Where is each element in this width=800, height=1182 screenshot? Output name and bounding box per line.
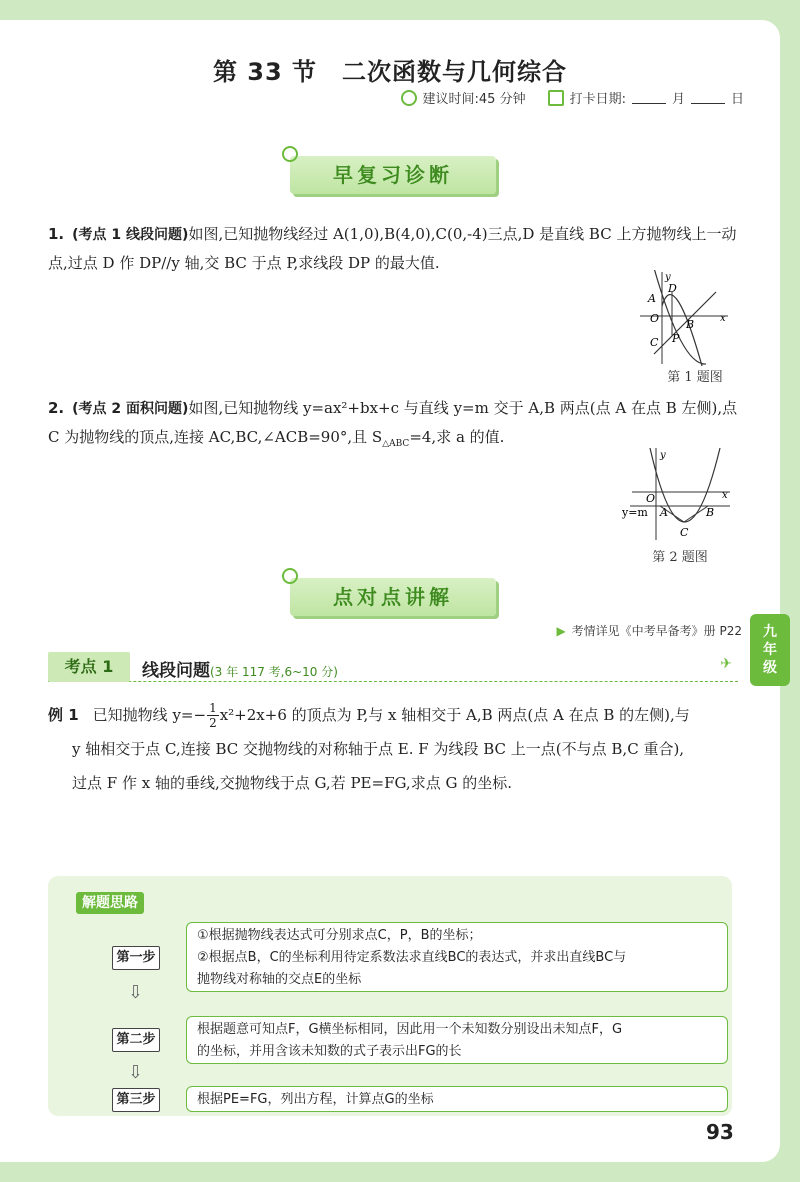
step-2-line: 根据题意可知点F，G横坐标相同，因此用一个未知数分别设出未知点F，G bbox=[197, 1022, 623, 1037]
kaodian-label: 考点 1 bbox=[48, 652, 130, 682]
question-text-end: =4,求 a 的值. bbox=[409, 428, 505, 446]
paper-plane-icon: ✈ bbox=[720, 656, 732, 672]
fig2-label-o: O bbox=[646, 492, 656, 505]
question-tag: (考点 1 线段问题) bbox=[72, 227, 189, 243]
alarm-clock-icon bbox=[401, 90, 417, 106]
kaodian-title bbox=[142, 656, 338, 681]
month-blank bbox=[632, 92, 666, 104]
side-tab-char: 年 bbox=[763, 642, 777, 658]
fig2-label-ym: y=m bbox=[622, 506, 648, 519]
down-arrow-icon: ⇩ bbox=[128, 982, 144, 1003]
calendar-icon bbox=[548, 90, 564, 106]
fig1-label-y: y bbox=[665, 272, 671, 283]
example-1 bbox=[48, 698, 738, 800]
day-blank bbox=[691, 92, 725, 104]
fig1-label-d: D bbox=[668, 282, 677, 295]
fig1-label-x: x bbox=[720, 313, 726, 324]
reference-note bbox=[556, 622, 742, 639]
figure-1-caption: 第 1 题图 bbox=[667, 370, 723, 385]
banner-text: 早复习诊断 bbox=[333, 163, 453, 187]
day-label: 日 bbox=[730, 92, 744, 107]
figure-2-caption: 第 2 题图 bbox=[652, 550, 708, 565]
example-label: 例 1 bbox=[48, 706, 79, 724]
solution-thinking-box bbox=[48, 876, 732, 1116]
step-3-line: 根据PE=FG，列出方程，计算点G的坐标 bbox=[197, 1092, 434, 1107]
step-3-box bbox=[186, 1086, 728, 1112]
question-1 bbox=[48, 220, 738, 277]
question-number: 1. bbox=[48, 225, 65, 243]
fig2-label-a: A bbox=[660, 506, 668, 519]
section-banner-review bbox=[290, 156, 496, 194]
fig1-label-a: A bbox=[648, 292, 656, 305]
kaodian-header bbox=[48, 652, 738, 682]
fraction-numerator: 1 bbox=[209, 700, 217, 715]
side-tab-char: 级 bbox=[763, 660, 777, 676]
fig1-label-b: B bbox=[686, 318, 695, 331]
down-arrow-icon: ⇩ bbox=[128, 1062, 144, 1083]
step-3-label: 第三步 bbox=[112, 1088, 160, 1112]
segment-bc bbox=[684, 506, 708, 522]
side-tab-char: 九 bbox=[763, 624, 777, 640]
suggested-time: 建议时间:45 分钟 bbox=[422, 92, 526, 107]
fig1-label-p: P bbox=[672, 332, 680, 345]
question-text: 如图,已知抛物线 y=ax²+bx+c 与直线 y=m 交于 A,B 两点(点 A 在点 B 左侧),点 C 为抛物线的顶点,连接 AC,BC,∠ACB=90°,且 S bbox=[48, 399, 738, 446]
kaodian-stats: (3 年 117 考,6~10 分) bbox=[210, 665, 338, 679]
fig1-label-c: C bbox=[650, 336, 659, 349]
kaodian-title-text: 线段问题 bbox=[142, 661, 210, 681]
question-text: 如图,已知抛物线经过 A(1,0),B(4,0),C(0,-4)三点,D 是直线 BC 上方抛物线上一动点,过点 D 作 DP//y 轴,交 BC 于点 P,求线段 DP 的最大值. bbox=[48, 225, 737, 272]
fig2-label-y: y bbox=[660, 450, 666, 461]
section-banner-lecture bbox=[290, 578, 496, 616]
grade-side-tab bbox=[750, 614, 790, 686]
fig2-label-c: C bbox=[680, 526, 689, 539]
clip-icon bbox=[282, 568, 298, 584]
step-1-line: ②根据点B，C的坐标利用待定系数法求直线BC的表达式，并求出直线BC与 bbox=[197, 950, 627, 965]
checkin-label: 打卡日期: bbox=[569, 92, 626, 107]
fig1-label-o: O bbox=[650, 312, 660, 325]
thinking-header: 解题思路 bbox=[76, 892, 144, 914]
meta-row bbox=[401, 88, 744, 107]
page-title: 第 33 节 二次函数与几何综合 bbox=[212, 58, 568, 86]
fig2-label-b: B bbox=[706, 506, 715, 519]
month-label: 月 bbox=[671, 92, 685, 107]
play-arrow-icon: ▶ bbox=[556, 624, 566, 638]
step-1-line: 抛物线对称轴的交点E的坐标 bbox=[197, 972, 362, 987]
question-number: 2. bbox=[48, 399, 65, 417]
clip-icon bbox=[282, 146, 298, 162]
figure-2 bbox=[620, 446, 732, 542]
step-1-label: 第一步 bbox=[112, 946, 160, 970]
step-1-box bbox=[186, 922, 728, 992]
step-2-label: 第二步 bbox=[112, 1028, 160, 1052]
reference-text: 考情详见《中考早备考》册 P22 bbox=[571, 624, 742, 638]
step-2-line: 的坐标，并用含该未知数的式子表示出FG的长 bbox=[197, 1044, 462, 1059]
example-line2: y 轴相交于点 C,连接 BC 交抛物线的对称轴于点 E. F 为线段 BC 上一点(不与点 B,C 重合), bbox=[72, 740, 685, 758]
page-number: 93 bbox=[706, 1120, 734, 1144]
parabola-2 bbox=[662, 295, 702, 366]
step-1-line: ①根据抛物线表达式可分别求点C，P，B的坐标； bbox=[197, 928, 482, 943]
area-subscript: △ABC bbox=[382, 439, 410, 449]
question-tag: (考点 2 面积问题) bbox=[72, 401, 189, 417]
figure-1 bbox=[640, 270, 730, 366]
example-line3: 过点 F 作 x 轴的垂线,交抛物线于点 G,若 PE=FG,求点 G 的坐标. bbox=[72, 774, 512, 792]
fraction bbox=[207, 701, 219, 730]
step-2-box bbox=[186, 1016, 728, 1064]
fig2-label-x: x bbox=[722, 490, 728, 501]
example-line1-a: 已知抛物线 y=− bbox=[92, 706, 207, 724]
fraction-denominator: 2 bbox=[209, 715, 217, 730]
example-line1-b: x²+2x+6 的顶点为 P,与 x 轴相交于 A,B 两点(点 A 在点 B 的左侧),与 bbox=[219, 706, 690, 724]
banner-text: 点对点讲解 bbox=[333, 585, 453, 609]
